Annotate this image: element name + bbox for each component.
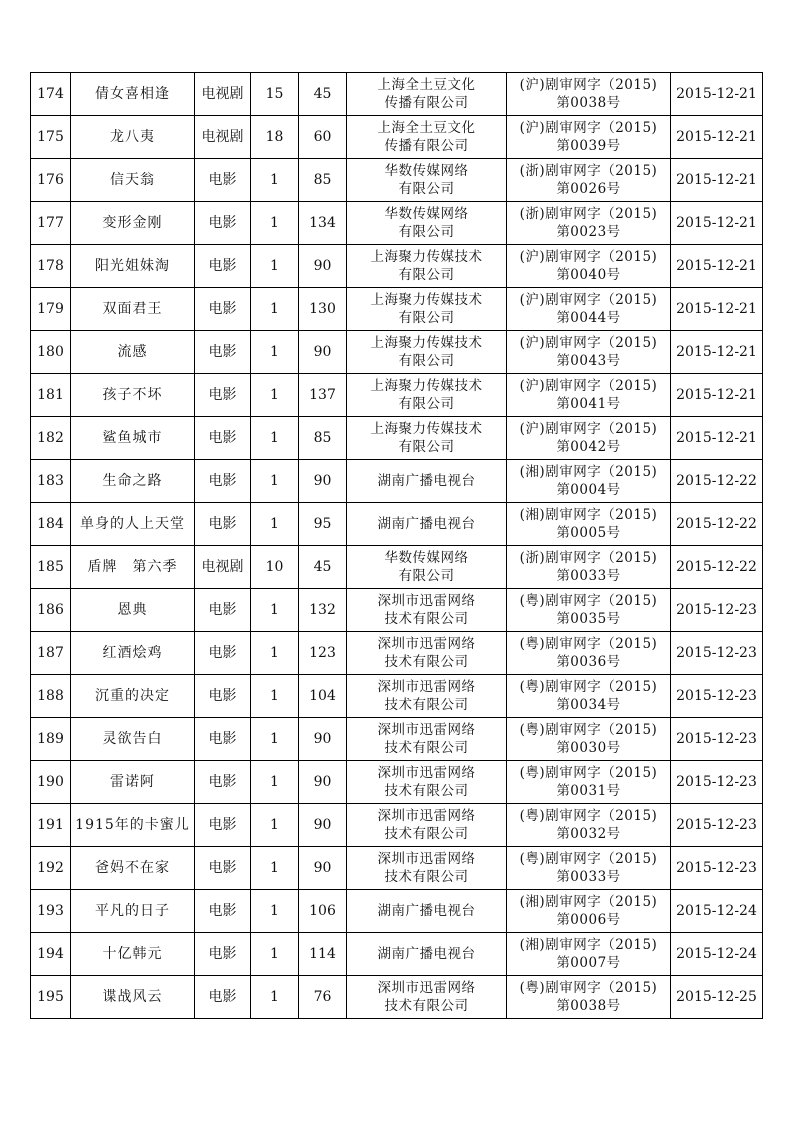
row-number: 179	[31, 288, 71, 331]
table-row	[31, 288, 763, 331]
approval-date: 2015-12-23	[671, 675, 763, 718]
episode-count: 1	[251, 761, 299, 804]
organization-line: 技术有限公司	[384, 826, 469, 842]
organization-line: 深圳市迅雷网络	[377, 722, 476, 738]
episode-count: 10	[251, 546, 299, 589]
program-title: 谍战风云	[71, 976, 195, 1019]
license-number-line: (粤)剧审网字（2015)	[519, 679, 658, 695]
organization-line: 技术有限公司	[384, 783, 469, 799]
table-row	[31, 589, 763, 632]
approval-date: 2015-12-22	[671, 503, 763, 546]
license-number-line: 第0039号	[556, 138, 621, 154]
license-number	[507, 976, 671, 1019]
organization-line: 技术有限公司	[384, 740, 469, 756]
approval-date: 2015-12-23	[671, 718, 763, 761]
license-number-line: 第0041号	[556, 396, 621, 412]
license-number-line: 第0005号	[556, 525, 621, 541]
approval-date: 2015-12-21	[671, 116, 763, 159]
table-row	[31, 718, 763, 761]
organization-line: 有限公司	[398, 396, 455, 412]
approval-date: 2015-12-21	[671, 374, 763, 417]
duration-minutes: 76	[299, 976, 347, 1019]
license-number-line: (浙)剧审网字（2015)	[519, 163, 658, 179]
organization-line: 上海聚力传媒技术	[370, 249, 483, 265]
organization	[347, 245, 507, 288]
organization-line: 湖南广播电视台	[377, 473, 476, 489]
duration-minutes: 60	[299, 116, 347, 159]
organization	[347, 589, 507, 632]
duration-minutes: 90	[299, 718, 347, 761]
license-number	[507, 890, 671, 933]
program-type: 电影	[195, 417, 251, 460]
approval-date: 2015-12-23	[671, 632, 763, 675]
row-number: 185	[31, 546, 71, 589]
duration-minutes: 104	[299, 675, 347, 718]
program-type: 电影	[195, 331, 251, 374]
program-type: 电影	[195, 890, 251, 933]
organization-line: 上海聚力传媒技术	[370, 292, 483, 308]
table-row	[31, 804, 763, 847]
license-number-line: (粤)剧审网字（2015)	[519, 980, 658, 996]
duration-minutes: 85	[299, 417, 347, 460]
license-number-line: 第0023号	[556, 224, 621, 240]
duration-minutes: 95	[299, 503, 347, 546]
duration-minutes: 90	[299, 331, 347, 374]
license-number-line: (粤)剧审网字（2015)	[519, 636, 658, 652]
license-number-line: (沪)剧审网字（2015)	[519, 421, 658, 437]
episode-count: 1	[251, 589, 299, 632]
row-number: 175	[31, 116, 71, 159]
program-title: 单身的人上天堂	[71, 503, 195, 546]
organization	[347, 804, 507, 847]
organization	[347, 933, 507, 976]
organization-line: 传播有限公司	[384, 138, 469, 154]
organization-line: 深圳市迅雷网络	[377, 679, 476, 695]
row-number: 191	[31, 804, 71, 847]
approval-date: 2015-12-23	[671, 847, 763, 890]
license-number-line: (沪)剧审网字（2015)	[519, 249, 658, 265]
organization-line: 上海聚力传媒技术	[370, 421, 483, 437]
row-number: 174	[31, 73, 71, 116]
organization-line: 华数传媒网络	[384, 206, 469, 222]
episode-count: 1	[251, 374, 299, 417]
organization-line: 传播有限公司	[384, 95, 469, 111]
organization-line: 华数传媒网络	[384, 163, 469, 179]
program-title: 沉重的决定	[71, 675, 195, 718]
program-title: 1915年的卡蜜儿	[71, 804, 195, 847]
license-number	[507, 73, 671, 116]
program-type: 电影	[195, 202, 251, 245]
table-row	[31, 202, 763, 245]
license-number-line: (浙)剧审网字（2015)	[519, 206, 658, 222]
table-row	[31, 159, 763, 202]
episode-count: 1	[251, 245, 299, 288]
organization	[347, 675, 507, 718]
license-number	[507, 933, 671, 976]
license-number-line: (沪)剧审网字（2015)	[519, 292, 658, 308]
license-number	[507, 589, 671, 632]
row-number: 180	[31, 331, 71, 374]
organization-line: 深圳市迅雷网络	[377, 808, 476, 824]
table-row	[31, 933, 763, 976]
duration-minutes: 90	[299, 460, 347, 503]
license-number-line: 第0006号	[556, 912, 621, 928]
license-number-line: (粤)剧审网字（2015)	[519, 851, 658, 867]
duration-minutes: 90	[299, 847, 347, 890]
table-row	[31, 116, 763, 159]
program-type: 电影	[195, 976, 251, 1019]
row-number: 186	[31, 589, 71, 632]
row-number: 190	[31, 761, 71, 804]
organization-line: 华数传媒网络	[384, 550, 469, 566]
program-title: 恩典	[71, 589, 195, 632]
license-number	[507, 245, 671, 288]
organization	[347, 632, 507, 675]
license-number-line: 第0034号	[556, 697, 621, 713]
organization	[347, 417, 507, 460]
organization	[347, 374, 507, 417]
program-title: 十亿韩元	[71, 933, 195, 976]
table-row	[31, 675, 763, 718]
row-number: 182	[31, 417, 71, 460]
organization	[347, 503, 507, 546]
approval-date: 2015-12-21	[671, 288, 763, 331]
license-number-line: 第0026号	[556, 181, 621, 197]
approval-date: 2015-12-23	[671, 804, 763, 847]
episode-count: 1	[251, 503, 299, 546]
duration-minutes: 123	[299, 632, 347, 675]
license-number-line: 第0032号	[556, 826, 621, 842]
license-number	[507, 288, 671, 331]
row-number: 183	[31, 460, 71, 503]
license-number	[507, 546, 671, 589]
approval-date: 2015-12-21	[671, 202, 763, 245]
table-row	[31, 890, 763, 933]
table-row	[31, 847, 763, 890]
episode-count: 18	[251, 116, 299, 159]
program-title: 鲨鱼城市	[71, 417, 195, 460]
license-number-line: (沪)剧审网字（2015)	[519, 378, 658, 394]
row-number: 187	[31, 632, 71, 675]
episode-count: 1	[251, 460, 299, 503]
program-title: 平凡的日子	[71, 890, 195, 933]
organization-line: 有限公司	[398, 568, 455, 584]
license-number	[507, 374, 671, 417]
program-type: 电视剧	[195, 546, 251, 589]
episode-count: 1	[251, 890, 299, 933]
license-number	[507, 804, 671, 847]
row-number: 177	[31, 202, 71, 245]
license-number-line: (浙)剧审网字（2015)	[519, 550, 658, 566]
table-row	[31, 374, 763, 417]
organization-line: 有限公司	[398, 267, 455, 283]
license-number-line: (湘)剧审网字（2015)	[519, 507, 658, 523]
duration-minutes: 106	[299, 890, 347, 933]
table-row	[31, 546, 763, 589]
organization-line: 技术有限公司	[384, 998, 469, 1014]
program-type: 电影	[195, 804, 251, 847]
episode-count: 1	[251, 331, 299, 374]
program-type: 电视剧	[195, 73, 251, 116]
organization	[347, 159, 507, 202]
program-type: 电影	[195, 245, 251, 288]
episode-count: 1	[251, 417, 299, 460]
duration-minutes: 114	[299, 933, 347, 976]
program-type: 电视剧	[195, 116, 251, 159]
license-number-line: 第0038号	[556, 95, 621, 111]
organization	[347, 976, 507, 1019]
organization-line: 有限公司	[398, 353, 455, 369]
organization-line: 深圳市迅雷网络	[377, 980, 476, 996]
license-number	[507, 503, 671, 546]
approval-date: 2015-12-21	[671, 159, 763, 202]
organization	[347, 288, 507, 331]
program-type: 电影	[195, 632, 251, 675]
license-number-line: (粤)剧审网字（2015)	[519, 722, 658, 738]
table-row	[31, 331, 763, 374]
episode-count: 1	[251, 675, 299, 718]
license-number-line: 第0004号	[556, 482, 621, 498]
table-row	[31, 245, 763, 288]
program-title: 雷诺阿	[71, 761, 195, 804]
license-number-line: 第0036号	[556, 654, 621, 670]
table-row	[31, 417, 763, 460]
license-number	[507, 202, 671, 245]
approval-date: 2015-12-21	[671, 73, 763, 116]
organization-line: 湖南广播电视台	[377, 903, 476, 919]
organization	[347, 847, 507, 890]
table-row	[31, 73, 763, 116]
program-title: 盾牌 第六季	[71, 546, 195, 589]
organization-line: 技术有限公司	[384, 697, 469, 713]
row-number: 188	[31, 675, 71, 718]
registration-table	[30, 72, 763, 1019]
approval-date: 2015-12-25	[671, 976, 763, 1019]
license-number	[507, 847, 671, 890]
program-title: 红酒烩鸡	[71, 632, 195, 675]
license-number-line: 第0044号	[556, 310, 621, 326]
license-number-line: 第0030号	[556, 740, 621, 756]
license-number-line: 第0035号	[556, 611, 621, 627]
program-title: 孩子不坏	[71, 374, 195, 417]
approval-date: 2015-12-21	[671, 245, 763, 288]
license-number	[507, 159, 671, 202]
license-number	[507, 718, 671, 761]
organization-line: 湖南广播电视台	[377, 946, 476, 962]
license-number-line: (粤)剧审网字（2015)	[519, 808, 658, 824]
organization	[347, 116, 507, 159]
organization-line: 上海全土豆文化	[377, 120, 476, 136]
organization-line: 上海聚力传媒技术	[370, 335, 483, 351]
program-title: 生命之路	[71, 460, 195, 503]
license-number-line: 第0040号	[556, 267, 621, 283]
episode-count: 1	[251, 847, 299, 890]
duration-minutes: 90	[299, 804, 347, 847]
table-body	[31, 73, 763, 1019]
organization-line: 深圳市迅雷网络	[377, 593, 476, 609]
program-type: 电影	[195, 675, 251, 718]
program-title: 变形金刚	[71, 202, 195, 245]
row-number: 176	[31, 159, 71, 202]
license-number-line: 第0033号	[556, 869, 621, 885]
program-title: 阳光姐妹淘	[71, 245, 195, 288]
row-number: 195	[31, 976, 71, 1019]
row-number: 193	[31, 890, 71, 933]
episode-count: 1	[251, 632, 299, 675]
organization	[347, 73, 507, 116]
table-row	[31, 632, 763, 675]
program-type: 电影	[195, 460, 251, 503]
duration-minutes: 137	[299, 374, 347, 417]
table-row	[31, 761, 763, 804]
approval-date: 2015-12-22	[671, 460, 763, 503]
license-number-line: 第0033号	[556, 568, 621, 584]
approval-date: 2015-12-21	[671, 417, 763, 460]
license-number-line: 第0007号	[556, 955, 621, 971]
license-number	[507, 632, 671, 675]
license-number-line: 第0031号	[556, 783, 621, 799]
program-title: 双面君王	[71, 288, 195, 331]
duration-minutes: 132	[299, 589, 347, 632]
program-type: 电影	[195, 503, 251, 546]
duration-minutes: 134	[299, 202, 347, 245]
organization-line: 深圳市迅雷网络	[377, 765, 476, 781]
program-title: 倩女喜相逢	[71, 73, 195, 116]
duration-minutes: 90	[299, 761, 347, 804]
approval-date: 2015-12-24	[671, 890, 763, 933]
license-number	[507, 417, 671, 460]
row-number: 181	[31, 374, 71, 417]
organization-line: 有限公司	[398, 310, 455, 326]
license-number-line: (湘)剧审网字（2015)	[519, 464, 658, 480]
approval-date: 2015-12-23	[671, 761, 763, 804]
organization-line: 上海全土豆文化	[377, 77, 476, 93]
approval-date: 2015-12-23	[671, 589, 763, 632]
program-title: 流感	[71, 331, 195, 374]
approval-date: 2015-12-22	[671, 546, 763, 589]
organization-line: 有限公司	[398, 224, 455, 240]
episode-count: 1	[251, 976, 299, 1019]
row-number: 192	[31, 847, 71, 890]
license-number-line: (粤)剧审网字（2015)	[519, 765, 658, 781]
duration-minutes: 45	[299, 546, 347, 589]
organization	[347, 890, 507, 933]
license-number	[507, 116, 671, 159]
organization-line: 技术有限公司	[384, 869, 469, 885]
license-number-line: (沪)剧审网字（2015)	[519, 335, 658, 351]
license-number-line: (湘)剧审网字（2015)	[519, 894, 658, 910]
license-number-line: 第0038号	[556, 998, 621, 1014]
license-number-line: (粤)剧审网字（2015)	[519, 593, 658, 609]
program-type: 电影	[195, 718, 251, 761]
program-title: 灵欲告白	[71, 718, 195, 761]
row-number: 194	[31, 933, 71, 976]
license-number-line: 第0043号	[556, 353, 621, 369]
organization-line: 上海聚力传媒技术	[370, 378, 483, 394]
episode-count: 1	[251, 804, 299, 847]
episode-count: 1	[251, 288, 299, 331]
episode-count: 1	[251, 159, 299, 202]
approval-date: 2015-12-24	[671, 933, 763, 976]
license-number-line: (沪)剧审网字（2015)	[519, 120, 658, 136]
episode-count: 15	[251, 73, 299, 116]
organization-line: 深圳市迅雷网络	[377, 636, 476, 652]
organization	[347, 202, 507, 245]
duration-minutes: 90	[299, 245, 347, 288]
organization-line: 湖南广播电视台	[377, 516, 476, 532]
table-row	[31, 976, 763, 1019]
organization-line: 技术有限公司	[384, 611, 469, 627]
program-title: 龙八夷	[71, 116, 195, 159]
license-number	[507, 460, 671, 503]
episode-count: 1	[251, 933, 299, 976]
duration-minutes: 130	[299, 288, 347, 331]
license-number	[507, 761, 671, 804]
episode-count: 1	[251, 202, 299, 245]
organization-line: 技术有限公司	[384, 654, 469, 670]
license-number	[507, 675, 671, 718]
row-number: 189	[31, 718, 71, 761]
row-number: 184	[31, 503, 71, 546]
table-row	[31, 460, 763, 503]
organization	[347, 460, 507, 503]
duration-minutes: 85	[299, 159, 347, 202]
row-number: 178	[31, 245, 71, 288]
organization-line: 有限公司	[398, 439, 455, 455]
organization	[347, 331, 507, 374]
program-title: 信天翁	[71, 159, 195, 202]
organization	[347, 761, 507, 804]
program-type: 电影	[195, 933, 251, 976]
program-type: 电影	[195, 159, 251, 202]
program-title: 爸妈不在家	[71, 847, 195, 890]
organization	[347, 718, 507, 761]
license-number-line: 第0042号	[556, 439, 621, 455]
program-type: 电影	[195, 288, 251, 331]
program-type: 电影	[195, 589, 251, 632]
program-type: 电影	[195, 847, 251, 890]
episode-count: 1	[251, 718, 299, 761]
license-number	[507, 331, 671, 374]
program-type: 电影	[195, 374, 251, 417]
duration-minutes: 45	[299, 73, 347, 116]
approval-date: 2015-12-21	[671, 331, 763, 374]
table-row	[31, 503, 763, 546]
program-type: 电影	[195, 761, 251, 804]
organization-line: 有限公司	[398, 181, 455, 197]
organization	[347, 546, 507, 589]
license-number-line: (湘)剧审网字（2015)	[519, 937, 658, 953]
organization-line: 深圳市迅雷网络	[377, 851, 476, 867]
license-number-line: (沪)剧审网字（2015)	[519, 77, 658, 93]
